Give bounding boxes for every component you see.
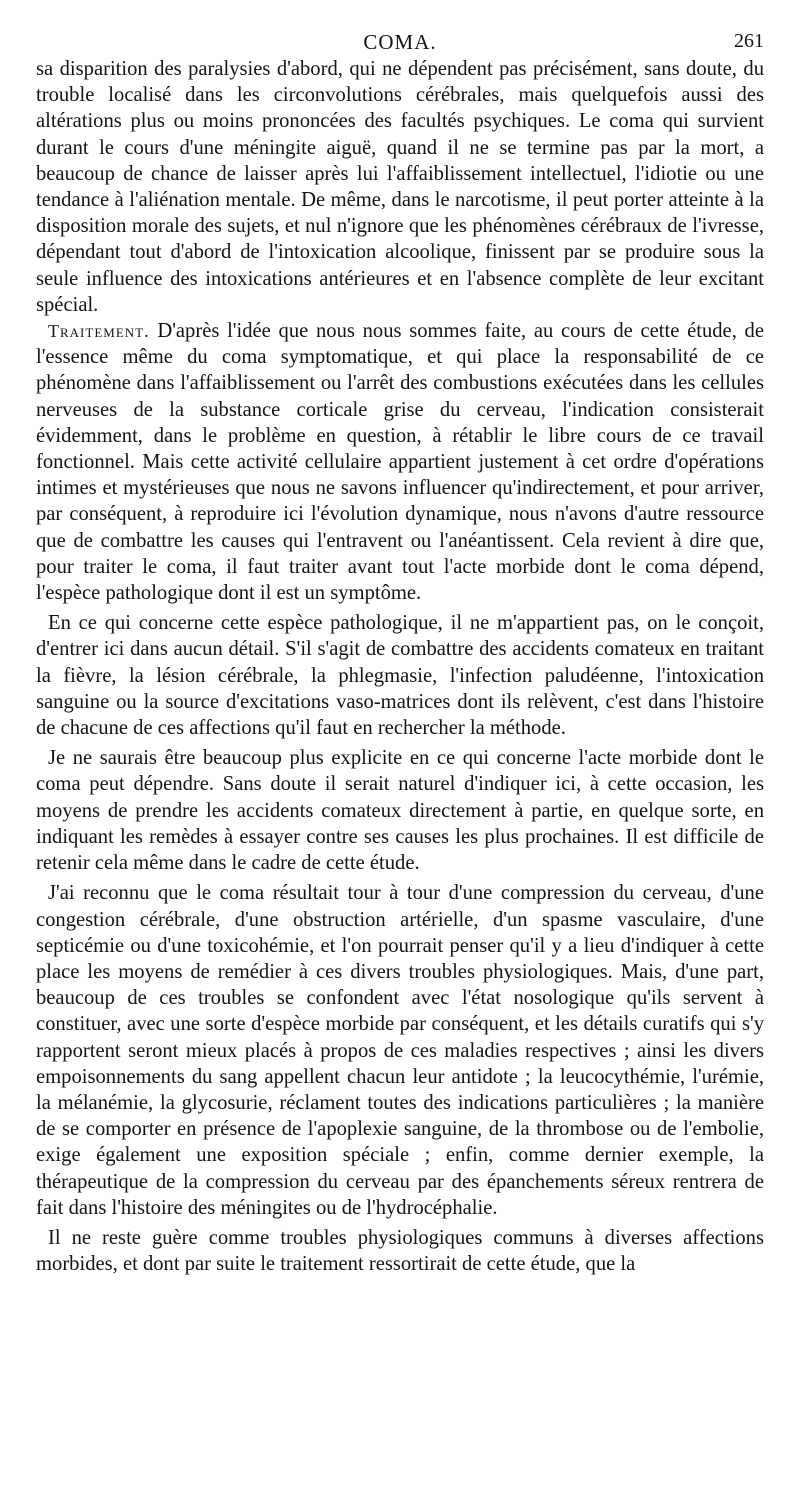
book-page [36,22,764,1277]
section-heading-traitement: Traitement. [48,321,150,342]
paragraph-espece-pathologique: En ce qui concerne cette espèce pathologique, il ne m'appartient pas, on le conçoit, d'entrer ici dans aucun détail. S'il s'agit de combattre des accidents comateux en traitant la fièvre, la lésion cérébrale, la phlegmasie, l'infection paludéenne, l'intoxication sanguine ou la source d'excitations vaso-matrices dont ils relèvent, c'est dans l'histoire de chacune de ces affections qu'il faut en rechercher la méthode. [36,612,764,740]
paragraph-troubles-physiologiques: J'ai reconnu que le coma résultait tour à tour d'une compression du cerveau, d'une congestion cérébrale, d'une obstruction artérielle, d'un spasme vasculaire, d'une septicémie ou d'une toxicohémie, et l'on pourrait penser qu'il y a lieu d'indiquer à cette place les moyens de remédier à ces divers troubles physiologiques. Mais, d'une part, beaucoup de ces troubles se confondent avec l'état nosologique qu'ils servent à constituer, avec une sorte d'espèce morbide par conséquent, et les détails curatifs qui s'y rapportent seront mieux placés à propos de ces maladies respectives ; ainsi les divers empoisonnements du sang appellent chacun leur antidote ; la leucocythémie, l'urémie, la mélanémie, la glycosurie, réclament toutes des indications particulières ; la manière de se comporter en présence de l'apoplexie sanguine, de la thrombose ou de l'embolie, exige également une exposition spéciale ; enfin, comme dernier exemple, la thérapeutique de la compression du cerveau par des épanchements séreux rentrera de fait dans l'histoire des méningites ou de l'hydrocéphalie. [36,882,764,1219]
paragraph-acte-morbide: Je ne saurais être beaucoup plus explicite en ce qui concerne l'acte morbide dont le coma peut dépendre. Sans doute il serait naturel d'indiquer ici, à cette occasion, les moyens de prendre les accidents comateux directement à partie, en quelque sorte, en indiquant les remèdes à essayer contre ses causes les plus prochaines. Il est difficile de retenir cela même dans le cadre de cette étude. [36,747,764,875]
body-text [36,56,764,1277]
paragraph-traitement [36,318,764,606]
paragraph-traitement-text: D'après l'idée que nous nous sommes faite, au cours de cette étude, de l'essence même du coma symptomatique, et qui place la responsabilité de ce phénomène dans l'affaiblissement ou l'arrêt des combustions exécutées dans les cellules nerveuses de la substance corticale grise du cerveau, l'indication consisterait évidemment, dans le problème en question, à rétablir le libre cours de ce travail fonctionnel. Mais cette activité cellulaire appartient justement à cet ordre d'opérations intimes et mystérieuses que nous ne savons influencer qu'indirectement, et pour arriver, par conséquent, à reproduire ici l'évolution dynamique, nous n'avons d'autre ressource que de combattre les causes qui l'entravent ou l'anéantissent. Cela revient à dire que, pour traiter le coma, il faut traiter avant tout l'acte morbide dont le coma dépend, l'espèce pathologique dont il est un symptôme. [36,320,764,605]
page-number: 261 [734,30,764,52]
running-head [36,22,764,56]
running-title: COMA. [363,30,437,54]
paragraph-continuation: sa disparition des paralysies d'abord, qui ne dépendent pas précisément, sans doute, du trouble localisé dans les circonvolutions cérébrales, mais quelquefois aussi des altérations plus ou moins prononcées des facultés psychiques. Le coma qui survient durant le cours d'une méningite aiguë, quand il ne se termine pas par la mort, a beaucoup de chance de laisser après lui l'affaiblissement intellectuel, l'idiotie ou une tendance à l'aliénation mentale. De même, dans le narcotisme, il peut porter atteinte à la disposition morale des sujets, et nul n'ignore que les phénomènes cérébraux de l'ivresse, dépendant tout d'abord de l'intoxication alcoolique, finissent par se produire sous la seule influence des intoxications antérieures et en l'absence complète de leur excitant spécial. [36,58,764,316]
paragraph-final: Il ne reste guère comme troubles physiologiques communs à diverses affections morbides, et dont par suite le traitement ressortirait de cette étude, que la [36,1226,764,1276]
